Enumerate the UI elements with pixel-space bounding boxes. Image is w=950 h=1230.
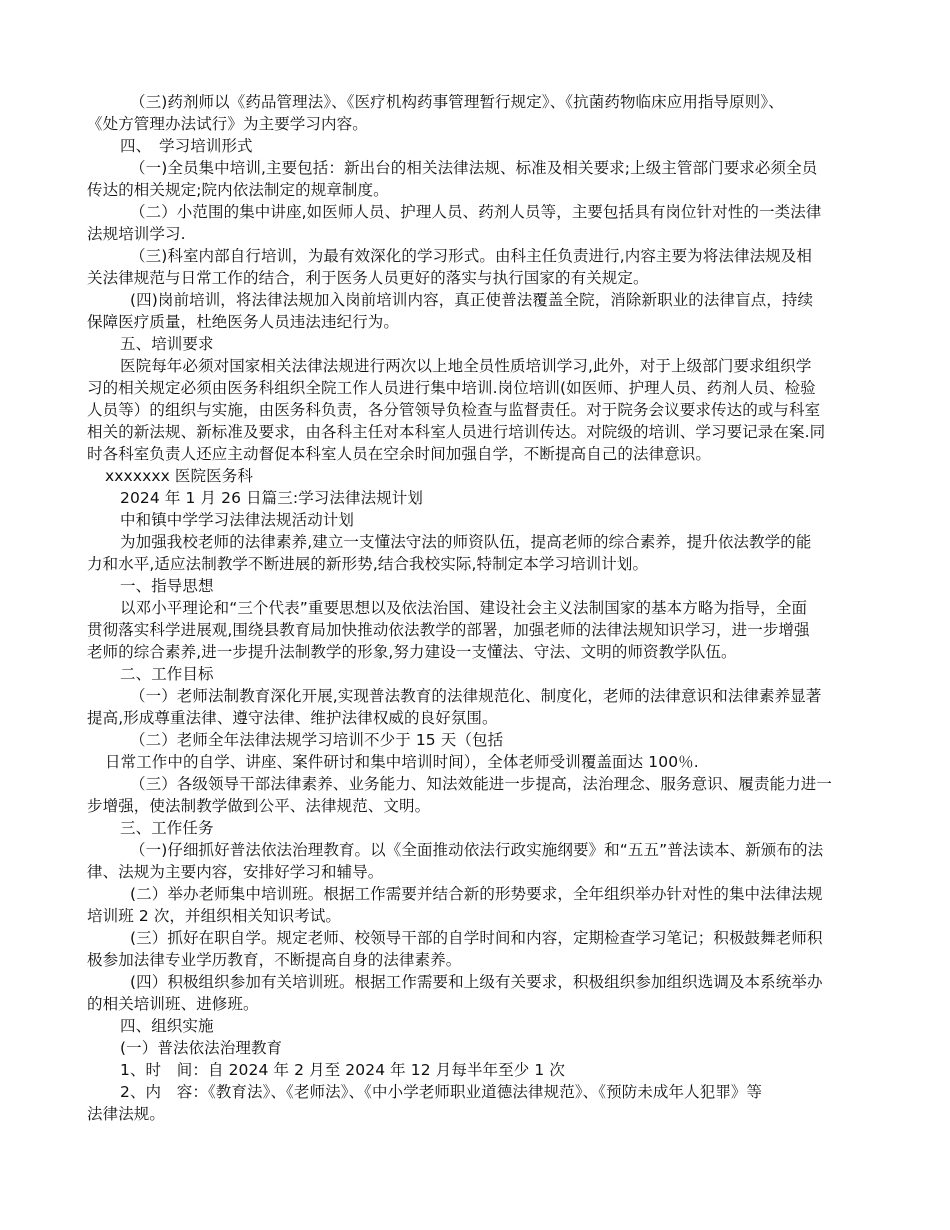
- text-line: 法规培训学习.: [87, 225, 186, 243]
- text-line: 极参加法律专业学历教育，不断提高自身的法律素养。: [87, 951, 462, 969]
- text-line: 2、内 容：《教育法》、《老师法》、《中小学老师职业道德法律规范》、《预防未成年人犯罪》等: [120, 1083, 763, 1101]
- text-line: （一）老师法制教育深化开展,实现普法教育的法律规范化、制度化，老师的法律意识和法律素养显著: [130, 687, 822, 705]
- text-line: 力和水平,适应法制教学不断进展的新形势,结合我校实际,特制定本学习培训计划。: [87, 555, 649, 573]
- text-line: 相关的新法规、新标准及要求，由各科主任对本科室人员进行培训传达。对院级的培训、学习要记录在案.同: [87, 423, 826, 441]
- text-line: 律、法规为主要内容，安排好学习和辅导。: [87, 863, 384, 881]
- text-line: 《处方管理办法试行》为主要学习内容。: [87, 115, 368, 133]
- text-line: 人员等）的组织与实施，由医务科负责，各分管领导负检查与监督责任。对于院务会议要求传达的或与科室: [87, 401, 821, 419]
- text-line: 日常工作中的自学、讲座、案件研讨和集中培训时间），全体老师受训覆盖面达 100％.: [105, 753, 699, 771]
- text-line: 为加强我校老师的法律素养,建立一支懂法守法的师资队伍，提高老师的综合素养，提升依法教学的能: [120, 533, 812, 551]
- section-heading: 五、培训要求: [120, 335, 214, 353]
- text-line: (二）举办老师集中培训班。根据工作需要并结合新的形势要求，全年组织举办针对性的集中法律法规: [130, 885, 823, 903]
- text-line: （一)全员集中培训,主要包括：新出台的相关法律法规、标准及相关要求;上级主管部门要求必须全员: [130, 159, 818, 177]
- text-line: (三）抓好在职自学。规定老师、校领导干部的自学时间和内容，定期检查学习笔记；积极鼓舞老师积: [130, 929, 823, 947]
- text-line: 关法律规范与日常工作的结合，利于医务人员更好的落实与执行国家的有关规定。: [87, 269, 649, 287]
- section-heading: 四、组织实施: [120, 1017, 214, 1035]
- text-line: 保障医疗质量，杜绝医务人员违法违纪行为。: [87, 313, 400, 331]
- text-line: （三)科室内部自行培训，为最有效深化的学习形式。由科主任负责进行,内容主要为将法律法规及相: [130, 247, 812, 265]
- section-heading: 二、工作目标: [120, 665, 214, 683]
- text-line: 医院每年必须对国家相关法律法规进行两次以上地全员性质培训学习,此外，对于上级部门要求组织学: [120, 357, 812, 375]
- text-line: 1、时 间：自 2024 年 2 月至 2024 年 12 月每半年至少 1 次: [120, 1061, 565, 1079]
- text-line: （三)药剂师以《药品管理法》、《医疗机构药事管理暂行规定》、《抗菌药物临床应用指导原则》、: [130, 93, 784, 111]
- text-line: 提高,形成尊重法律、遵守法律、维护法律权威的良好氛围。: [87, 709, 498, 727]
- text-line: 培训班 2 次，并组织相关知识考试。: [87, 907, 342, 925]
- text-line: 的相关培训班、进修班。: [87, 995, 259, 1013]
- text-line: （三）各级领导干部法律素养、业务能力、知法效能进一步提高，法治理念、服务意识、履责能力进一: [130, 775, 833, 793]
- text-line: 传达的相关规定;院内依法制定的规章制度。: [87, 181, 389, 199]
- text-line: （一)仔细抓好普法依法治理教育。以《全面推动依法行政实施纲要》和“五五”普法读本、新颁布的法: [130, 841, 824, 859]
- text-line: 贯彻落实科学进展观,围绕县教育局加快推动依法教学的部署，加强老师的法律法规知识学习，进一步增强: [87, 621, 810, 639]
- text-line: (四)岗前培训，将法律法规加入岗前培训内容，真正使普法覆盖全院，消除新职业的法律盲点，持续: [130, 291, 814, 309]
- text-line: （二）小范围的集中讲座,如医师人员、护理人员、药剂人员等，主要包括具有岗位针对性的一类法律: [130, 203, 822, 221]
- date-line: 2024 年 1 月 26 日篇三:学习法律法规计划: [120, 489, 423, 507]
- text-line: （二）老师全年法律法规学习培训不少于 15 天（包括: [130, 731, 504, 749]
- text-line: (四）积极组织参加有关培训班。根据工作需要和上级有关要求，积极组织参加组织选调及本系统举办: [130, 973, 823, 991]
- document-title: 中和镇中学学习法律法规活动计划: [120, 511, 355, 529]
- text-line: 老师的综合素养,进一步提升法制教学的形象,努力建设一支懂法、守法、文明的师资教学队伍。: [87, 643, 737, 661]
- text-line: 以邓小平理论和“三个代表”重要思想以及依法治国、建设社会主义法制国家的基本方略为指导，全面: [120, 599, 808, 617]
- text-line: 习的相关规定必须由医务科组织全院工作人员进行集中培训.岗位培训(如医师、护理人员、药剂人员、检验: [87, 379, 816, 397]
- subsection-heading: (一）普法依法治理教育: [120, 1039, 283, 1057]
- text-line: 步增强，使法制教学做到公平、法律规范、文明。: [87, 797, 431, 815]
- text-line: 时各科室负责人还应主动督促本科室人员在空余时间加强自学，不断提高自己的法律意识。: [87, 445, 712, 463]
- text-line: 法律法规。: [87, 1105, 166, 1123]
- section-heading: 四、 学习培训形式: [120, 137, 253, 155]
- signature-line: xxxxxxx 医院医务科: [105, 467, 253, 485]
- section-heading: 一、指导思想: [120, 577, 214, 595]
- section-heading: 三、工作任务: [120, 819, 214, 837]
